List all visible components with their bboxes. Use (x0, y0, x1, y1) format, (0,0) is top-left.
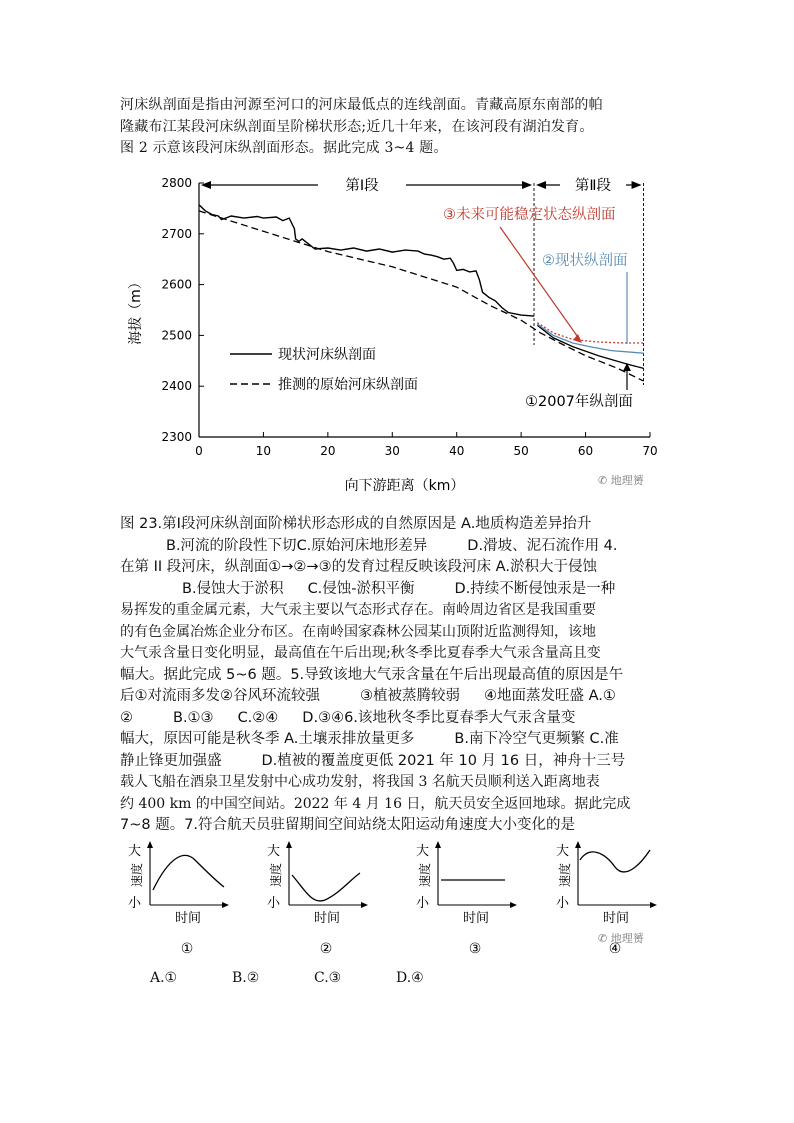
arrow-head (650, 902, 657, 908)
option-text: C.原始河床地形差异 (296, 537, 428, 554)
y-axis-label: 速度 (130, 862, 144, 888)
y-max-label: 大 (556, 844, 570, 859)
x-axis-label: 时间 (463, 911, 490, 926)
option-text: B.侵蚀大于淤积 (182, 580, 284, 597)
option-text: 幅大，原因可能是秋冬季 A.土壤汞排放量更多 (120, 731, 415, 747)
y-max-label: 大 (128, 844, 142, 859)
arrow-head (201, 181, 211, 189)
y-axis-label: 速度 (269, 862, 283, 888)
answer-b: B.② (232, 970, 260, 986)
passage-line: 的有色金属冶炼企业分布区。在南岭国家森林公园某山顶附近监测得知，该地 (120, 623, 596, 640)
arrow-head (575, 841, 581, 848)
graph-label: ② (319, 941, 333, 957)
arrow-head (286, 841, 292, 848)
x-tick-label: 30 (384, 444, 400, 458)
questions-text (120, 514, 680, 837)
x-tick-label: 60 (577, 444, 594, 458)
answer-d: D.④ (396, 970, 424, 986)
y-tick-label: 2600 (161, 277, 192, 292)
speed-curve-2 (292, 873, 360, 901)
annotation-3-pointer (500, 227, 580, 340)
y-axis-title: 海拔（m） (128, 275, 144, 345)
speed-curve-1 (153, 855, 224, 890)
intro-line: 图 2 示意该段河床纵剖面形态。据此完成 3~4 题。 (120, 140, 448, 156)
wechat-icon: ✆ (598, 474, 608, 487)
passage-line: 易挥发的重金属元素，大气汞主要以气态形式存在。南岭周边省区是我国重要 (120, 602, 596, 618)
segment-2-label: 第Ⅱ段 (574, 178, 612, 194)
intro-line: 隆藏布江某段河床纵剖面呈阶梯状形态;近几十年来，在该河段有湖泊发育。 (120, 118, 594, 135)
option-text: D.植被的覆盖度更低 2021 年 10 月 16 日，神舟十三号 (261, 752, 626, 769)
annotation-2: ②现状纵剖面 (542, 253, 628, 269)
speed-curve-4 (580, 850, 650, 872)
y-tick-label: 2300 (161, 430, 192, 444)
option-text: 静止锋更加强盛 (120, 752, 222, 769)
river-profile-chart (0, 170, 794, 500)
watermark: ✆ 地理赟 (598, 932, 644, 945)
arrow-head (147, 841, 153, 848)
y-min-label: 小 (416, 896, 430, 911)
passage-line: 载人飞船在酒泉卫星发射中心成功发射，将我国 3 名航天员顺利送入距离地表 (120, 774, 600, 790)
question-line: 7~8 题。7.符合航天员驻留期间空间站绕太阳运动角速度大小变化的是 (120, 817, 576, 833)
y-min-label: 小 (556, 896, 570, 911)
option-text: D.③④6.该地秋冬季比夏春季大气汞含量变 (302, 709, 576, 726)
graph-label: ③ (468, 941, 482, 957)
option-text: B.①③ (173, 709, 214, 726)
series-line-4 (537, 324, 643, 353)
x-tick-label: 70 (642, 444, 658, 458)
arrow-head (222, 902, 229, 908)
y-tick-label: 2400 (161, 379, 192, 394)
option-text: B.南下冷空气更频繁 C.准 (454, 731, 619, 747)
passage-line: 大气汞含量日变化明显，最高值在午后出现;秋冬季比夏春季大气汞含量高且变 (120, 645, 601, 661)
x-tick-label: 20 (320, 444, 336, 458)
watermark: ✆ 地理赟 (598, 474, 644, 487)
option-text: ② (120, 709, 133, 726)
x-axis-label: 时间 (175, 911, 202, 926)
legend-label: 现状河床纵剖面 (278, 347, 376, 363)
series-line-2 (199, 211, 644, 381)
answer-a: A.① (150, 970, 178, 986)
annotation-1: ①2007年纵剖面 (525, 394, 633, 410)
y-max-label: 大 (416, 844, 430, 859)
answer-c: C.③ (314, 970, 342, 986)
y-tick-label: 2800 (161, 176, 192, 190)
graph-label: ① (180, 941, 194, 957)
annotation-3: ③未来可能稳定状态纵剖面 (443, 207, 616, 223)
x-axis-title: 向下游距离（km） (344, 478, 465, 494)
segment-1-label: 第Ⅰ段 (345, 178, 379, 194)
x-axis-label: 时间 (314, 911, 341, 926)
option-text: D.滑坡、泥石流作用 4. (467, 537, 618, 554)
speed-time-graphs (0, 835, 794, 970)
passage-line: 约 400 km 的中国空间站。2022 年 4 月 16 日，航天员安全返回地球。据此完成 (120, 795, 631, 812)
answer-options (150, 970, 478, 986)
wechat-icon: ✆ (598, 932, 608, 945)
x-axis-label: 时间 (603, 911, 630, 926)
y-min-label: 小 (128, 896, 142, 911)
question-line: 在第 II 段河床，纵剖面①→②→③的发育过程反映该段河床 A.淤积大于侵蚀 (120, 559, 597, 575)
intro-line: 河床纵剖面是指由河源至河口的河床最低点的连线剖面。青藏高原东南部的帕 (120, 97, 603, 113)
graph-label: ④ (608, 941, 622, 957)
y-max-label: 大 (267, 844, 281, 859)
option-text: C.侵蚀-淤积平衡 (307, 580, 415, 597)
legend-label: 推测的原始河床纵剖面 (278, 377, 418, 393)
question-line: 图 23.第Ⅰ段河床纵剖面阶梯状形态形成的自然原因是 A.地质构造差异抬升 (120, 516, 592, 532)
passage-line: 幅大。据此完成 5~6 题。5.导致该地大气汞含量在午后出现最高值的原因是午 (120, 666, 624, 683)
arrow-head (510, 902, 517, 908)
option-text: ④地面蒸发旺盛 A.① (484, 688, 616, 704)
intro-paragraph (120, 95, 680, 160)
y-tick-label: 2700 (161, 226, 192, 241)
y-axis-label: 速度 (418, 862, 432, 888)
x-tick-label: 50 (513, 444, 529, 458)
option-text: D.持续不断侵蚀汞是一种 (454, 580, 616, 597)
arrow-head (522, 181, 532, 189)
y-min-label: 小 (267, 896, 281, 911)
x-tick-label: 40 (449, 444, 465, 458)
x-tick-label: 0 (195, 444, 203, 458)
option-text: ③植被蒸腾较弱 (360, 688, 460, 704)
x-tick-label: 10 (255, 444, 272, 458)
option-text: 后①对流雨多发②谷风环流较强 (120, 688, 320, 704)
option-text: C.②④ (237, 709, 279, 726)
arrow-head (361, 902, 368, 908)
option-text: B.河流的阶段性下切 (166, 537, 297, 554)
y-axis-label: 速度 (558, 862, 572, 888)
y-tick-label: 2500 (161, 328, 192, 343)
arrow-head (573, 334, 582, 343)
arrow-head (536, 181, 546, 189)
arrow-head (435, 841, 441, 848)
arrow-head (632, 181, 642, 189)
